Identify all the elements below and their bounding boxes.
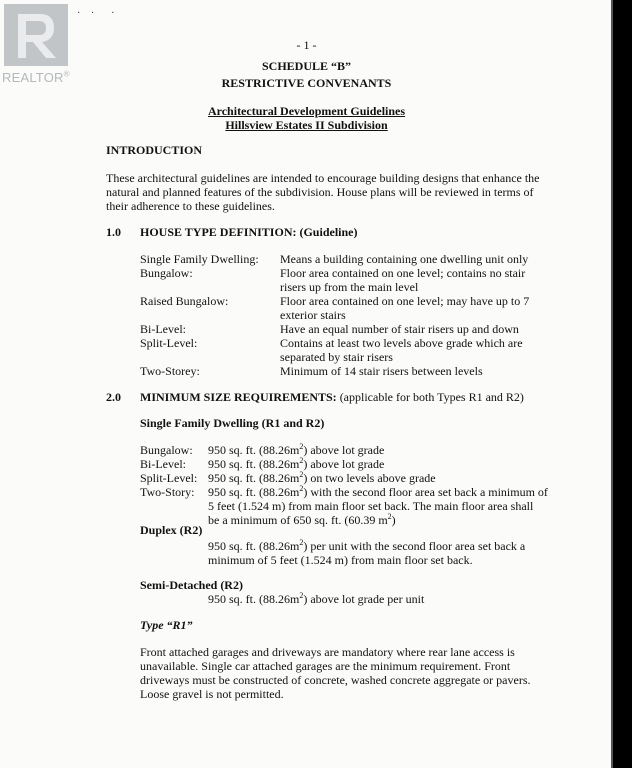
realtor-logo-icon — [4, 4, 68, 66]
section-number: 2.0 — [106, 390, 121, 404]
body-line: Front attached garages and driveways are mandatory where rear lane access is — [140, 645, 515, 659]
size-term: Bi-Level: — [140, 457, 186, 471]
subsection-title: Semi-Detached (R2) — [140, 578, 243, 592]
size-text: 950 sq. ft. $(88.26m^2)$ on two levels above grade — [208, 470, 436, 485]
size-term: Bungalow: — [140, 443, 193, 457]
definition-text: Means a building containing one dwelling unit only — [280, 252, 529, 266]
schedule-title: SCHEDULE “B” — [261, 59, 352, 73]
section-title: MINIMUM SIZE REQUIREMENTS: (applicable for both Types R1 and R2) — [140, 390, 524, 404]
size-text: 950 sq. ft. $(88.26m^2)$ above lot grade — [208, 456, 385, 471]
definition-text: risers up from the main level — [280, 280, 419, 294]
definition-text: Contains at least two levels above grade which are — [280, 336, 523, 350]
size-term: Two-Story: — [140, 485, 195, 499]
covenants-title: RESTRICTIVE CONVENANTS — [221, 76, 392, 90]
size-text: 950 sq. ft. $(88.26m^2)$ per unit with the second floor area set back a — [208, 538, 526, 553]
definition-term: Single Family Dwelling: — [140, 252, 259, 266]
scan-specks: · · · — [77, 8, 119, 19]
intro-line: These architectural guidelines are intended to encourage building designs that enhance the — [106, 171, 540, 185]
definition-term: Bi-Level: — [140, 322, 186, 336]
definition-text: Minimum of 14 stair risers between levels — [280, 364, 483, 378]
section-number: 1.0 — [106, 225, 121, 239]
size-term: Split-Level: — [140, 471, 198, 485]
section-title: HOUSE TYPE DEFINITION: (Guideline) — [140, 225, 358, 239]
size-text: 5 feet (1.524 m) from main floor set back. The main floor area shall — [208, 499, 534, 513]
intro-line: their adherence to these guidelines. — [106, 199, 275, 213]
definition-text: Have an equal number of stair risers up and down — [280, 322, 519, 336]
size-text: 950 sq. ft. $(88.26m^2)$ above lot grade — [208, 442, 385, 457]
size-text: 950 sq. ft. $(88.26m^2)$ above lot grade per unit — [208, 591, 425, 606]
size-text: be a minimum of 650 sq. ft. (60.39 $m^2$) — [208, 512, 396, 527]
body-line: unavailable. Single car attached garages are the minimum requirement. Front — [140, 659, 511, 673]
size-text: 950 sq. ft. $(88.26m^2)$ with the second floor area set back a minimum of — [208, 484, 548, 499]
definition-text: Floor area contained on one level; may have up to 7 — [280, 294, 530, 308]
definition-term: Bungalow: — [140, 266, 193, 280]
definition-term: Split-Level: — [140, 336, 198, 350]
size-text: minimum of 5 feet (1.524 m) from main floor set back. — [208, 553, 473, 567]
subsection-title: Single Family Dwelling (R1 and R2) — [140, 416, 325, 430]
page-number: - 1 - — [296, 38, 317, 52]
subsection-title: Duplex (R2) — [140, 523, 203, 537]
definition-term: Two-Storey: — [140, 364, 200, 378]
intro-line: natural and planned features of the subdivision. House plans will be reviewed in terms of — [106, 185, 534, 199]
definition-text: separated by stair risers — [280, 350, 393, 364]
subsection-title: Type “R1” — [140, 618, 193, 632]
definition-term: Raised Bungalow: — [140, 294, 229, 308]
definition-text: Floor area contained on one level; contains no stair — [280, 266, 526, 280]
page-edge — [611, 0, 613, 768]
subdivision-title: Hillsview Estates II Subdivision — [225, 118, 388, 132]
body-line: Loose gravel is not permitted. — [140, 687, 284, 701]
introduction-heading: INTRODUCTION — [106, 143, 203, 157]
realtor-logo-text: REALTOR® — [2, 69, 70, 85]
definition-text: exterior stairs — [280, 308, 346, 322]
guidelines-title: Architectural Development Guidelines — [207, 104, 406, 118]
body-line: driveways must be constructed of concrete, washed concrete aggregate or pavers. — [140, 673, 531, 687]
